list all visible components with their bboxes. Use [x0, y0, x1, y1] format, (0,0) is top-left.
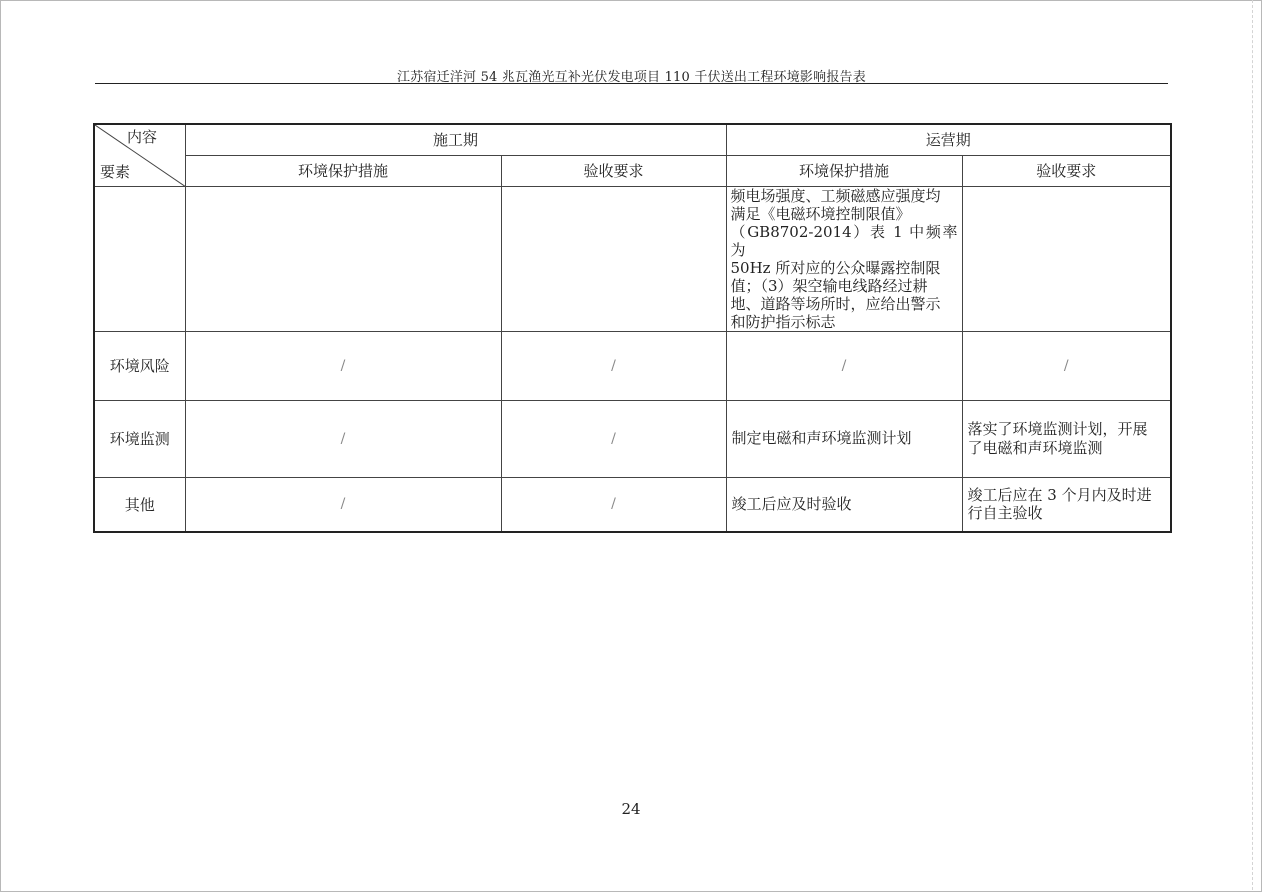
text-line: 行自主验收 — [967, 504, 1043, 523]
table-cell-operation-measures: 制定电磁和声环境监测计划 — [726, 400, 962, 477]
table-cell-operation-acceptance — [962, 400, 1171, 477]
text-line: 落实了环境监测计划，开展 — [967, 420, 1148, 438]
table-cell-operation-acceptance: / — [962, 331, 1171, 400]
text-line: 竣工后应在 3 个月内及时进 — [967, 485, 1152, 504]
table-cell-operation-measures: / — [726, 331, 962, 400]
table-cell-element: 其他 — [94, 477, 185, 532]
table-cell-construction-measures — [185, 186, 501, 331]
table-row-continuation — [94, 186, 1171, 331]
table-cell-construction-acceptance: / — [501, 400, 726, 477]
table-row-environmental-risk — [94, 331, 1171, 400]
table-cell-construction-acceptance — [501, 186, 726, 331]
corner-content-label: 内容 — [127, 128, 158, 146]
page-number: 24 — [621, 800, 641, 818]
text-line: （GB8702-2014）表 1 中频率为 — [730, 222, 958, 259]
table-row-environmental-monitoring — [94, 400, 1171, 477]
text-line: 值；（3）架空输电线路经过耕 — [730, 276, 928, 295]
table-cell-construction-acceptance: / — [501, 331, 726, 400]
table-cell-element — [94, 186, 185, 331]
operation-period-header: 运营期 — [726, 124, 1171, 155]
corner-diagonal-cell — [94, 124, 185, 186]
table-cell-construction-measures: / — [185, 331, 501, 400]
page-edge-guide — [1252, 0, 1253, 890]
construction-period-header: 施工期 — [185, 124, 726, 155]
text-line: 满足《电磁环境控制限值》 — [730, 204, 911, 223]
text-line: 地、道路等场所时，应给出警示 — [730, 294, 941, 313]
corner-element-label: 要素 — [100, 163, 131, 181]
table-cell-element: 环境监测 — [94, 400, 185, 477]
table-cell-construction-measures: / — [185, 477, 501, 532]
table-cell-construction-measures: / — [185, 400, 501, 477]
environmental-measures-table — [93, 123, 1172, 533]
header-rule — [95, 83, 1168, 84]
construction-measures-header: 环境保护措施 — [185, 155, 501, 186]
table-cell-element: 环境风险 — [94, 331, 185, 400]
table-cell-operation-measures: 竣工后应及时验收 — [726, 477, 962, 532]
text-line: 50Hz 所对应的公众曝露控制限 — [730, 258, 941, 277]
table-subheader-row — [94, 155, 1171, 186]
operation-measures-header: 环境保护措施 — [726, 155, 962, 186]
document-header-title: 江苏宿迁洋河 54 兆瓦渔光互补光伏发电项目 110 千伏送出工程环境影响报告表 — [397, 70, 866, 85]
text-line: 频电场强度、工频磁感应强度均 — [730, 186, 941, 205]
operation-acceptance-header: 验收要求 — [962, 155, 1171, 186]
table-group-header-row — [94, 124, 1171, 155]
text-line: 和防护指示标志 — [730, 312, 836, 331]
table-cell-operation-acceptance — [962, 186, 1171, 331]
text-line: 了电磁和声环境监测 — [967, 438, 1103, 457]
table-row-other — [94, 477, 1171, 532]
table-cell-operation-measures — [726, 186, 962, 331]
construction-acceptance-header: 验收要求 — [501, 155, 726, 186]
table-cell-operation-acceptance — [962, 477, 1171, 532]
table-cell-construction-acceptance: / — [501, 477, 726, 532]
